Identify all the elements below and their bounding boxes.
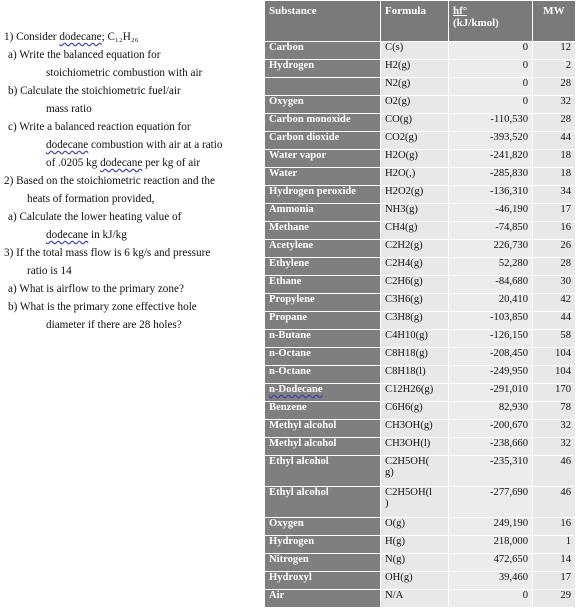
cell-substance: Carbon dioxide [265, 132, 381, 150]
question-line: b) What is the primary zone effective hole [8, 301, 197, 313]
cell-hf: 226,730 [449, 240, 533, 258]
header-mw: MW [533, 1, 576, 42]
cell-formula: C6H6(g) [381, 402, 449, 420]
cell-mw: 44 [533, 132, 576, 150]
header-hf-symbol: hf° [453, 5, 468, 17]
cell-formula: N2(g) [381, 78, 449, 96]
table-row [265, 456, 576, 487]
table-row [265, 330, 576, 348]
cell-hf: 249,190 [449, 518, 533, 536]
properties-table [264, 0, 576, 608]
cell-formula: C2H6(g) [381, 276, 449, 294]
cell-mw: 32 [533, 96, 576, 114]
table-row [265, 384, 576, 402]
cell-mw: 14 [533, 554, 576, 572]
cell-hf: -110,530 [449, 114, 533, 132]
question-line: diameter if there are 28 holes? [46, 319, 182, 331]
table-row [265, 168, 576, 186]
cell-substance: Carbon monoxide [265, 114, 381, 132]
cell-formula: C2H4(g) [381, 258, 449, 276]
question-line: 3) If the total mass flow is 6 kg/s and pressure [4, 247, 211, 259]
cell-hf: -241,820 [449, 150, 533, 168]
table-row [265, 572, 576, 590]
cell-substance: Methyl alcohol [265, 438, 381, 456]
question-line: a) Write the balanced equation for [8, 49, 161, 61]
cell-substance: n-Octane [265, 348, 381, 366]
cell-formula: O2(g) [381, 96, 449, 114]
question-line: 1) Consider dodecane; C₁₂H₂₆ [4, 31, 139, 43]
cell-substance: Oxygen [265, 96, 381, 114]
cell-mw: 32 [533, 420, 576, 438]
table-row [265, 150, 576, 168]
cell-hf: -235,310 [449, 456, 533, 487]
cell-substance: Propane [265, 312, 381, 330]
cell-formula: C8H18(g) [381, 348, 449, 366]
cell-formula: CH3OH(g) [381, 420, 449, 438]
cell-hf: -126,150 [449, 330, 533, 348]
table-row [265, 240, 576, 258]
cell-mw: 12 [533, 42, 576, 60]
cell-mw: 29 [533, 590, 576, 608]
cell-substance: Hydrogen [265, 60, 381, 78]
dodecane-term: dodecane [46, 139, 89, 151]
cell-hf: -136,310 [449, 186, 533, 204]
cell-formula: OH(g) [381, 572, 449, 590]
cell-substance: n-Butane [265, 330, 381, 348]
cell-mw: 2 [533, 60, 576, 78]
cell-formula: H(g) [381, 536, 449, 554]
cell-hf: -103,850 [449, 312, 533, 330]
cell-mw: 32 [533, 438, 576, 456]
question-line: stoichiometric combustion with air [46, 67, 203, 79]
cell-substance: Air [265, 590, 381, 608]
header-substance: Substance [265, 1, 381, 42]
cell-formula: C(s) [381, 42, 449, 60]
table-row [265, 60, 576, 78]
cell-substance: Water vapor [265, 150, 381, 168]
dodecane-term: n-Dodecane [269, 384, 323, 395]
cell-mw: 104 [533, 366, 576, 384]
table-row [265, 258, 576, 276]
table-row [265, 114, 576, 132]
cell-formula: H2O(g) [381, 150, 449, 168]
cell-mw: 16 [533, 222, 576, 240]
cell-substance [265, 78, 381, 96]
cell-hf: -291,010 [449, 384, 533, 402]
question-line: c) Write a balanced reaction equation for [8, 121, 191, 133]
cell-hf: -200,670 [449, 420, 533, 438]
table-row [265, 294, 576, 312]
cell-substance [265, 384, 381, 402]
cell-formula: CO2(g) [381, 132, 449, 150]
cell-substance: Methyl alcohol [265, 420, 381, 438]
cell-substance: Acetylene [265, 240, 381, 258]
cell-formula: C2H5OH(l ) [381, 487, 449, 518]
cell-substance: Benzene [265, 402, 381, 420]
question-line: 2) Based on the stoichiometric reaction and the [4, 175, 215, 187]
cell-substance: Ethyl alcohol [265, 487, 381, 518]
table-header-row [265, 1, 576, 42]
cell-hf: -74,850 [449, 222, 533, 240]
table-row [265, 276, 576, 294]
cell-mw: 28 [533, 78, 576, 96]
cell-mw: 34 [533, 186, 576, 204]
cell-formula: H2O2(g) [381, 186, 449, 204]
cell-hf: 0 [449, 42, 533, 60]
cell-hf: 0 [449, 96, 533, 114]
question-line: dodecane combustion with air at a ratio [46, 139, 223, 151]
cell-hf: -46,190 [449, 204, 533, 222]
table-row [265, 42, 576, 60]
cell-hf: -249,950 [449, 366, 533, 384]
cell-formula: C2H2(g) [381, 240, 449, 258]
cell-hf: -393,520 [449, 132, 533, 150]
cell-formula: CH3OH(l) [381, 438, 449, 456]
table-row [265, 518, 576, 536]
cell-formula: NH3(g) [381, 204, 449, 222]
cell-substance: n-Octane [265, 366, 381, 384]
cell-mw: 1 [533, 536, 576, 554]
table-row [265, 204, 576, 222]
table-row [265, 186, 576, 204]
cell-formula: C2H5OH( g) [381, 456, 449, 487]
cell-mw: 30 [533, 276, 576, 294]
cell-hf: -285,830 [449, 168, 533, 186]
cell-substance: Carbon [265, 42, 381, 60]
cell-hf: 218,000 [449, 536, 533, 554]
properties-table-container [264, 0, 575, 599]
table-row [265, 132, 576, 150]
table-row [265, 487, 576, 518]
question-line: a) What is airflow to the primary zone? [8, 283, 184, 295]
cell-substance: Hydrogen [265, 536, 381, 554]
cell-hf: 0 [449, 78, 533, 96]
cell-hf: 20,410 [449, 294, 533, 312]
question-line: mass ratio [46, 103, 92, 115]
cell-formula: C3H6(g) [381, 294, 449, 312]
cell-mw: 17 [533, 204, 576, 222]
cell-hf: -238,660 [449, 438, 533, 456]
cell-formula: N/A [381, 590, 449, 608]
cell-hf: 39,460 [449, 572, 533, 590]
cell-substance: Hydrogen peroxide [265, 186, 381, 204]
cell-formula: H2(g) [381, 60, 449, 78]
cell-mw: 170 [533, 384, 576, 402]
cell-formula: H2O(,) [381, 168, 449, 186]
cell-mw: 26 [533, 240, 576, 258]
cell-mw: 104 [533, 348, 576, 366]
question-line: a) Calculate the lower heating value of [8, 211, 182, 223]
cell-substance: Propylene [265, 294, 381, 312]
cell-mw: 44 [533, 312, 576, 330]
table-row [265, 554, 576, 572]
table-row [265, 402, 576, 420]
table-row [265, 96, 576, 114]
cell-substance: Oxygen [265, 518, 381, 536]
table-body [265, 42, 576, 608]
cell-formula: O(g) [381, 518, 449, 536]
cell-formula: N(g) [381, 554, 449, 572]
question-line: b) Calculate the stoichiometric fuel/air [8, 85, 181, 97]
cell-hf: -277,690 [449, 487, 533, 518]
cell-substance: Water [265, 168, 381, 186]
cell-mw: 46 [533, 456, 576, 487]
question-line: heats of formation provided, [27, 193, 155, 205]
cell-hf: 0 [449, 60, 533, 78]
cell-mw: 42 [533, 294, 576, 312]
cell-hf: 0 [449, 590, 533, 608]
dodecane-term: dodecane [100, 157, 143, 169]
cell-formula: C12H26(g) [381, 384, 449, 402]
cell-mw: 78 [533, 402, 576, 420]
cell-mw: 58 [533, 330, 576, 348]
header-hf-unit: (kJ/kmol) [453, 17, 499, 29]
header-formula: Formula [381, 1, 449, 42]
question-line: ratio is 14 [27, 265, 72, 277]
cell-formula: CO(g) [381, 114, 449, 132]
cell-substance: Ammonia [265, 204, 381, 222]
cell-mw: 28 [533, 114, 576, 132]
cell-hf: -84,680 [449, 276, 533, 294]
cell-hf: 472,650 [449, 554, 533, 572]
cell-substance: Hydroxyl [265, 572, 381, 590]
table-row [265, 222, 576, 240]
table-row [265, 366, 576, 384]
cell-substance: Ethane [265, 276, 381, 294]
cell-formula: C3H8(g) [381, 312, 449, 330]
cell-hf: -208,450 [449, 348, 533, 366]
table-row [265, 420, 576, 438]
header-hf [449, 1, 533, 42]
cell-mw: 18 [533, 168, 576, 186]
cell-mw: 46 [533, 487, 576, 518]
cell-formula: CH4(g) [381, 222, 449, 240]
cell-hf: 52,280 [449, 258, 533, 276]
question-line: of .0205 kg dodecane per kg of air [46, 157, 201, 169]
cell-mw: 16 [533, 518, 576, 536]
cell-substance: Ethylene [265, 258, 381, 276]
question-line: dodecane in kJ/kg [46, 229, 127, 241]
cell-formula: C8H18(l) [381, 366, 449, 384]
cell-mw: 17 [533, 572, 576, 590]
table-row [265, 348, 576, 366]
dodecane-term: dodecane [46, 229, 89, 241]
table-row [265, 312, 576, 330]
table-row [265, 438, 576, 456]
table-row [265, 78, 576, 96]
cell-hf: 82,930 [449, 402, 533, 420]
cell-substance: Nitrogen [265, 554, 381, 572]
cell-formula: C4H10(g) [381, 330, 449, 348]
cell-mw: 18 [533, 150, 576, 168]
table-row [265, 536, 576, 554]
cell-substance: Methane [265, 222, 381, 240]
cell-mw: 28 [533, 258, 576, 276]
cell-substance: Ethyl alcohol [265, 456, 381, 487]
dodecane-term: dodecane [59, 31, 102, 43]
